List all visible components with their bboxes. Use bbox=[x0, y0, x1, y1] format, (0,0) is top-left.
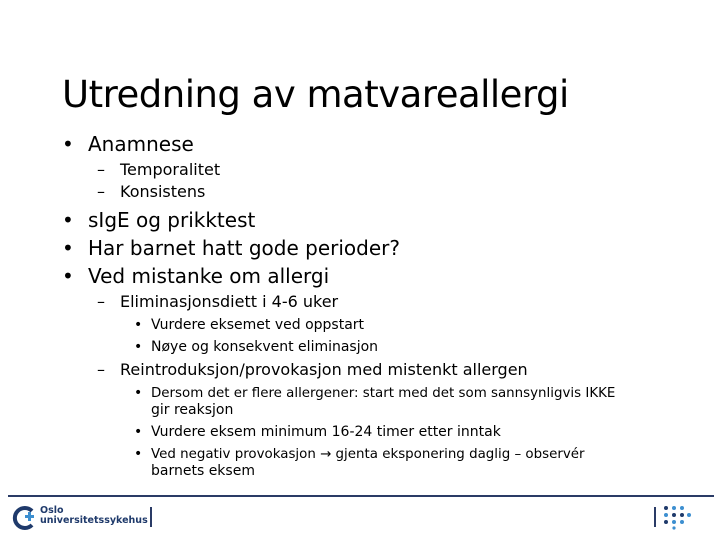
dash-marker: – bbox=[97, 160, 105, 179]
subbullet-temporalitet: Temporalitet bbox=[120, 160, 221, 179]
subbullet-konsistens: Konsistens bbox=[120, 182, 206, 201]
subsubbullet-noye: Nøye og konsekvent eliminasjon bbox=[151, 339, 379, 355]
bullet-marker: • bbox=[134, 446, 143, 462]
subsubbullet-vurdere-eksem: Vurdere eksem minimum 16-24 timer etter inntak bbox=[151, 424, 501, 440]
footer bbox=[0, 495, 720, 540]
bullet-marker: • bbox=[134, 424, 143, 440]
bullet-marker: • bbox=[62, 208, 74, 232]
slide-title: Utredning av matvareallergi bbox=[62, 73, 569, 116]
subbullet-eliminasjonsdiett: Eliminasjonsdiett i 4-6 uker bbox=[120, 292, 339, 311]
logo-line-universitetssykehus: universitetssykehus bbox=[40, 515, 148, 526]
dot-grid-icon bbox=[662, 504, 692, 534]
bullet-marker: • bbox=[134, 317, 143, 333]
bullet-marker: • bbox=[62, 236, 74, 260]
subbullet-reintroduksjon: Reintroduksjon/provokasjon med mistenkt allergen bbox=[120, 360, 528, 379]
footer-divider-right bbox=[654, 507, 656, 527]
dash-marker: – bbox=[97, 360, 105, 379]
hospital-logo-icon bbox=[12, 506, 38, 534]
subsubbullet-dersom-cont: gir reaksjon bbox=[151, 402, 234, 418]
subsubbullet-negativ-cont: barnets eksem bbox=[151, 463, 255, 479]
bullet-sige: sIgE og prikktest bbox=[88, 208, 256, 232]
subsubbullet-negativ: Ved negativ provokasjon → gjenta eksponering daglig – observér bbox=[151, 447, 585, 462]
hospital-logo-wordmark bbox=[40, 506, 148, 526]
bullet-anamnese: Anamnese bbox=[88, 132, 194, 156]
bullet-gode-perioder: Har barnet hatt gode perioder? bbox=[88, 236, 400, 260]
bullet-marker: • bbox=[62, 264, 74, 288]
bullet-mistanke: Ved mistanke om allergi bbox=[88, 264, 330, 288]
bullet-marker: • bbox=[134, 339, 143, 355]
footer-divider bbox=[150, 507, 152, 527]
subsubbullet-dersom: Dersom det er flere allergener: start med det som sannsynligvis IKKE bbox=[151, 386, 616, 401]
dash-marker: – bbox=[97, 182, 105, 201]
footer-rule bbox=[8, 495, 714, 497]
dash-marker: – bbox=[97, 292, 105, 311]
subsubbullet-vurdere-oppstart: Vurdere eksemet ved oppstart bbox=[151, 317, 365, 333]
logo-line-oslo: Oslo bbox=[40, 505, 64, 516]
bullet-marker: • bbox=[62, 132, 74, 156]
bullet-marker: • bbox=[134, 385, 143, 401]
